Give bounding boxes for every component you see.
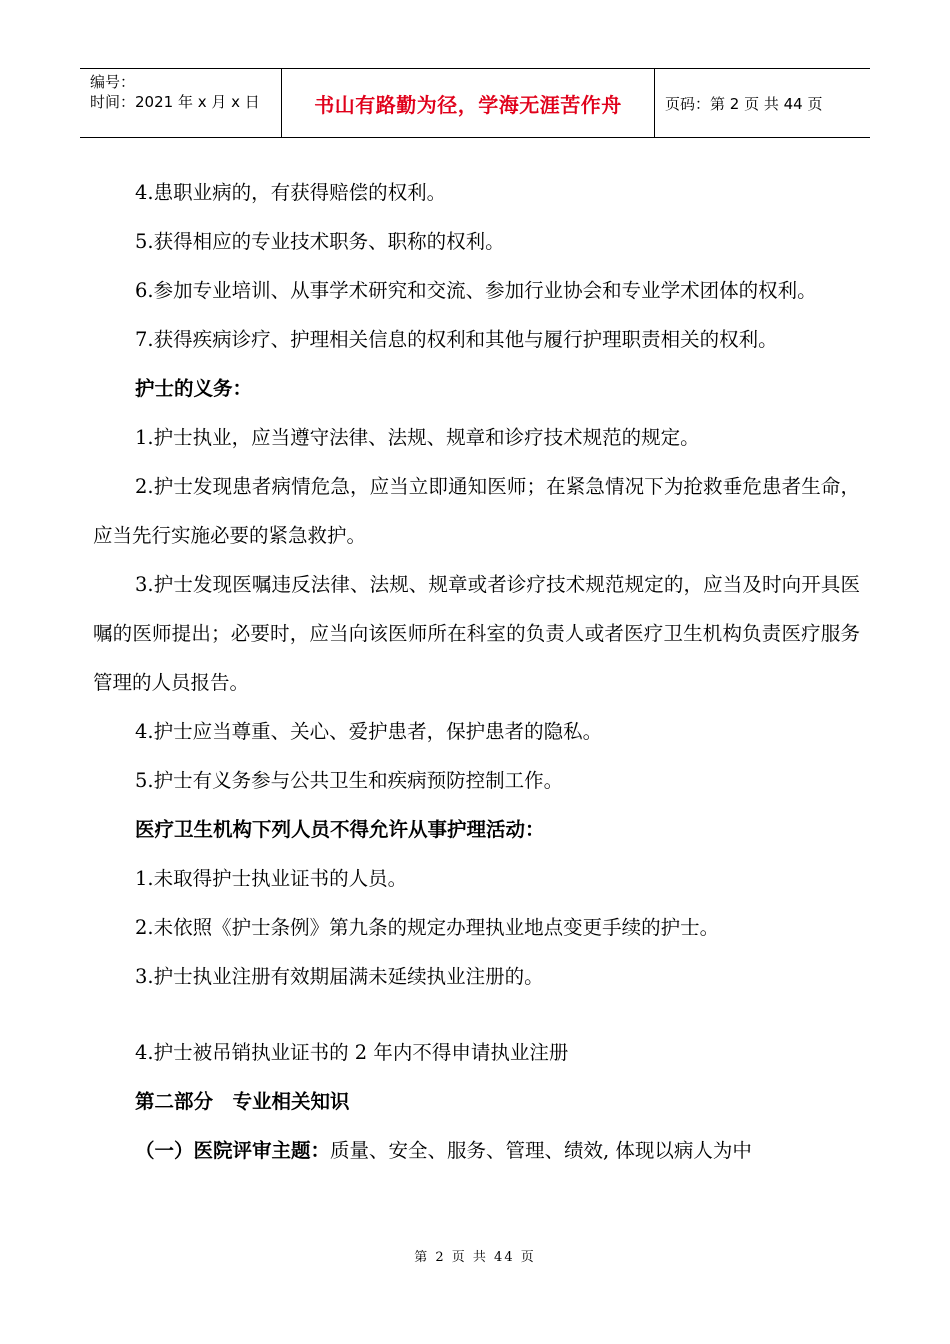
header-page-info: 页码：第 2 页 共 44 页 [665,94,823,113]
page-footer: 第 2 页 共 44 页 [414,1250,536,1265]
paragraph: 5.护士有义务参与公共卫生和疾病预防控制工作。 [135,769,564,792]
header-motto: 书山有路勤为径，学海无涯苦作舟 [282,69,655,137]
section-heading: 护士的义务： [135,377,253,400]
part-heading: 第二部分 专业相关知识 [135,1090,350,1113]
section-heading: 医疗卫生机构下列人员不得允许从事护理活动： [135,818,545,841]
document-body [93,168,860,1175]
paragraph: 1.护士执业，应当遵守法律、法规、规章和诊疗技术规范的规定。 [135,426,700,449]
date-label: 时间：2021 年 x 月 x 日 [90,93,260,111]
paragraph: 5.获得相应的专业技术职务、职称的权利。 [135,230,505,253]
paragraph-last [93,1126,860,1175]
paragraph: 3.护士执业注册有效期届满未延续执业注册的。 [135,965,544,988]
paragraph: 3.护士发现医嘱违反法律、法规、规章或者诊疗技术规范规定的，应当及时向开具医嘱的医师提出；必要时，应当向该医师所在科室的负责人或者医疗卫生机构负责医疗服务管理的人员报告。 [93,573,860,694]
topic-text: 质量、安全、服务、管理、绩效, 体现以病人为中 [330,1139,752,1162]
header-meta [80,69,282,137]
number-label: 编号： [90,73,136,91]
page-header [80,68,870,138]
paragraph: 2.护士发现患者病情危急，应当立即通知医师；在紧急情况下为抢救垂危患者生命，应当先行实施必要的紧急救护。 [93,475,860,547]
paragraph: 4.护士应当尊重、关心、爱护患者，保护患者的隐私。 [135,720,603,743]
paragraph: 4.患职业病的，有获得赔偿的权利。 [135,181,447,204]
paragraph: 7.获得疾病诊疗、护理相关信息的权利和其他与履行护理职责相关的权利。 [135,328,778,351]
paragraph: 2.未依照《护士条例》第九条的规定办理执业地点变更手续的护士。 [135,916,720,939]
paragraph: 4.护士被吊销执业证书的 2 年内不得申请执业注册 [135,1041,569,1064]
paragraph: 6.参加专业培训、从事学术研究和交流、参加行业协会和专业学术团体的权利。 [135,279,817,302]
paragraph: 1.未取得护士执业证书的人员。 [135,867,408,890]
topic-label: （一）医院评审主题： [135,1139,331,1162]
spacer [93,1001,860,1028]
